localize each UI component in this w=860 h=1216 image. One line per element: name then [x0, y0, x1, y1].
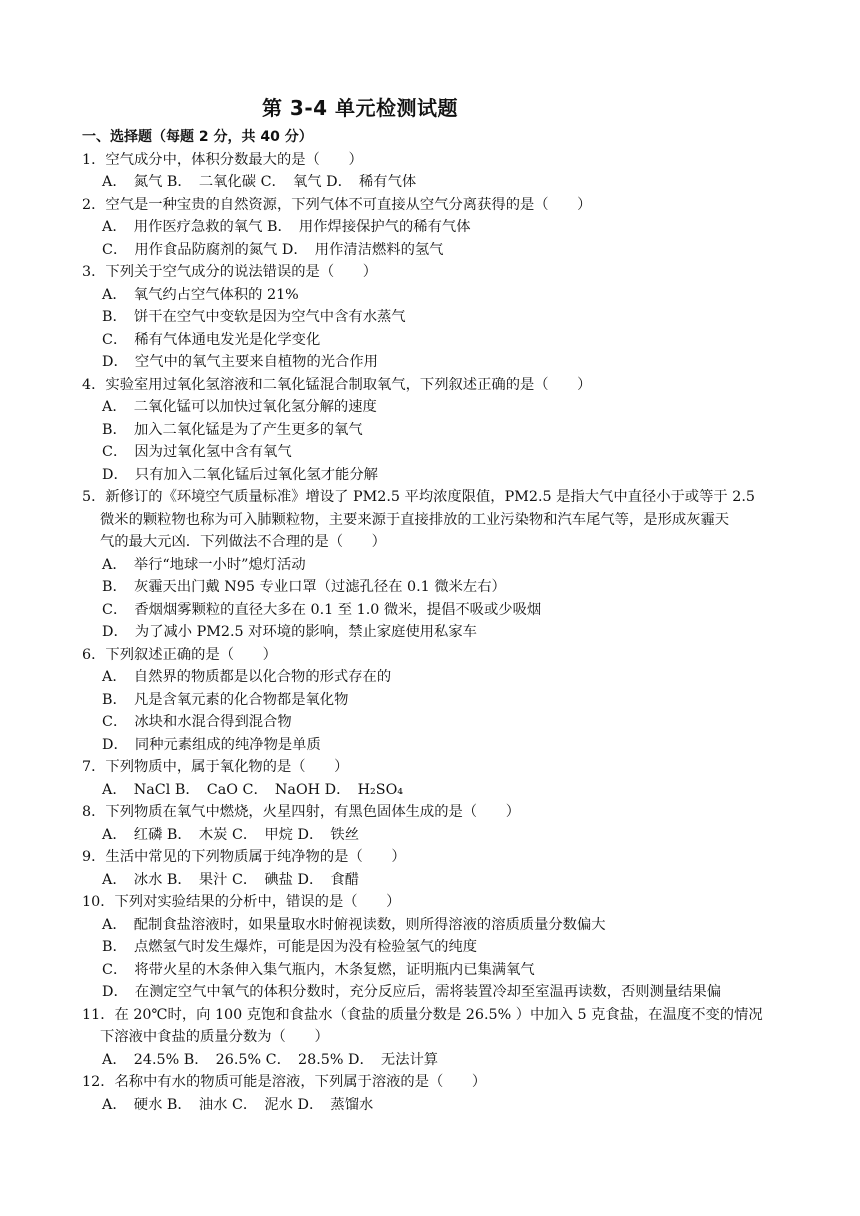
- question-options: A． 24.5% B． 26.5% C． 28.5% D． 无法计算: [102, 1051, 439, 1068]
- question-list: [82, 126, 782, 1116]
- option-d: D． 在测定空气中氧气的体积分数时，充分反应后，需将装置冷却至室温再读数，否则测量结果偏: [102, 984, 722, 1000]
- question-stem-continued: 微米的颗粒物也称为可入肺颗粒物，主要来源于直接排放的工业污染物和汽车尾气等，是形成灰霾天: [100, 511, 730, 528]
- question-options: A． 硬水 B． 油水 C． 泥水 D． 蒸馏水: [102, 1096, 374, 1113]
- question-stem: 5．新修订的《环境空气质量标准》增设了 PM2.5 平均浓度限值，PM2.5 是指大气中直径小于或等于 2.5: [82, 489, 755, 505]
- question-options: A． 冰水 B． 果汁 C． 碘盐 D． 食醋: [102, 871, 360, 888]
- option-b: B． 灰霾天出门戴 N95 专业口罩（过滤孔径在 0.1 微米左右）: [102, 579, 506, 595]
- question-stem: 12．名称中有水的物质可能是溶液，下列属于溶液的是（ ）: [82, 1074, 487, 1090]
- question-stem: 10．下列对实验结果的分析中，错误的是（ ）: [82, 894, 401, 910]
- question-stem: 8．下列物质在氧气中燃烧，火星四射，有黑色固体生成的是（ ）: [82, 804, 520, 820]
- question-options: A． 氮气 B． 二氧化碳 C． 氧气 D． 稀有气体: [102, 174, 417, 190]
- question-7: [82, 756, 782, 801]
- question-8: [82, 801, 782, 846]
- question-stem: 4．实验室用过氧化氢溶液和二氧化锰混合制取氧气，下列叙述正确的是（ ）: [82, 376, 592, 393]
- question-9: [82, 846, 782, 891]
- option-c: C． 稀有气体通电发光是化学变化: [102, 331, 321, 348]
- question-stem: 7．下列物质中，属于氧化物的是（ ）: [82, 759, 349, 775]
- question-5: [82, 486, 782, 644]
- question-options: A． 红磷 B． 木炭 C． 甲烷 D． 铁丝: [102, 826, 360, 843]
- question-4: [82, 374, 782, 487]
- question-options: A． 用作医疗急救的氧气 B． 用作焊接保护气的稀有气体: [102, 219, 471, 235]
- question-stem: 1．空气成分中，体积分数最大的是（ ）: [82, 151, 363, 168]
- question-11: [82, 1004, 782, 1072]
- option-a: A． 自然界的物质都是以化合物的形式存在的: [102, 669, 392, 685]
- question-1: [82, 149, 782, 194]
- option-c: C． 冰块和水混合得到混合物: [102, 714, 292, 730]
- question-stem: 3．下列关于空气成分的说法错误的是（ ）: [82, 264, 378, 280]
- option-b: B． 饼干在空气中变软是因为空气中含有水蒸气: [102, 309, 406, 325]
- question-6: [82, 644, 782, 757]
- option-d: D． 空气中的氧气主要来自植物的光合作用: [102, 354, 378, 370]
- option-d: D． 为了减小 PM2.5 对环境的影响，禁止家庭使用私家车: [102, 624, 477, 640]
- question-options: A． NaCl B． CaO C． NaOH D． H₂SO₄: [102, 781, 404, 798]
- option-b: B． 加入二氧化锰是为了产生更多的氧气: [102, 421, 363, 438]
- question-12: [82, 1071, 782, 1116]
- page-title: 第 3-4 单元检测试题: [261, 96, 459, 120]
- question-stem-continued: 下溶液中食盐的质量分数为（ ）: [100, 1029, 329, 1045]
- option-a: A． 配制食盐溶液时，如果量取水时俯视读数，则所得溶液的溶质质量分数偏大: [102, 916, 606, 933]
- option-a: A． 举行“地球一小时”熄灯活动: [102, 556, 306, 573]
- option-b: B． 凡是含氧元素的化合物都是氧化物: [102, 691, 349, 708]
- question-stem: 6．下列叙述正确的是（ ）: [82, 646, 277, 663]
- option-c: C． 将带火星的木条伸入集气瓶内，木条复燃，证明瓶内已集满氧气: [102, 961, 535, 978]
- question-stem: 2．空气是一种宝贵的自然资源，下列气体不可直接从空气分离获得的是（ ）: [82, 196, 592, 213]
- question-stem-continued: 气的最大元凶．下列做法不合理的是（ ）: [100, 534, 386, 550]
- option-a: A． 氧气约占空气体积的 21%: [102, 286, 299, 303]
- option-c: C． 香烟烟雾颗粒的直径大多在 0.1 至 1.0 微米，提倡不吸或少吸烟: [102, 601, 542, 618]
- question-stem: 9．生活中常见的下列物质属于纯净物的是（ ）: [82, 849, 406, 865]
- option-d: D． 同种元素组成的纯净物是单质: [102, 736, 321, 753]
- question-10: [82, 891, 782, 1004]
- question-stem: 11．在 20℃时，向 100 克饱和食盐水（食盐的质量分数是 26.5% ）中加入 5 克食盐，在温度不变的情况: [82, 1006, 763, 1023]
- question-2: [82, 194, 782, 262]
- option-d: D． 只有加入二氧化锰后过氧化氢才能分解: [102, 466, 378, 483]
- option-c: C． 因为过氧化氢中含有氧气: [102, 444, 292, 460]
- question-options: C． 用作食品防腐剂的氮气 D． 用作清洁燃料的氢气: [102, 241, 444, 258]
- option-b: B． 点燃氢气时发生爆炸，可能是因为没有检验氢气的纯度: [102, 939, 478, 955]
- option-a: A． 二氧化锰可以加快过氧化氢分解的速度: [102, 399, 377, 415]
- question-3: [82, 261, 782, 374]
- section-heading: 一、选择题（每题 2 分，共 40 分）: [82, 129, 313, 145]
